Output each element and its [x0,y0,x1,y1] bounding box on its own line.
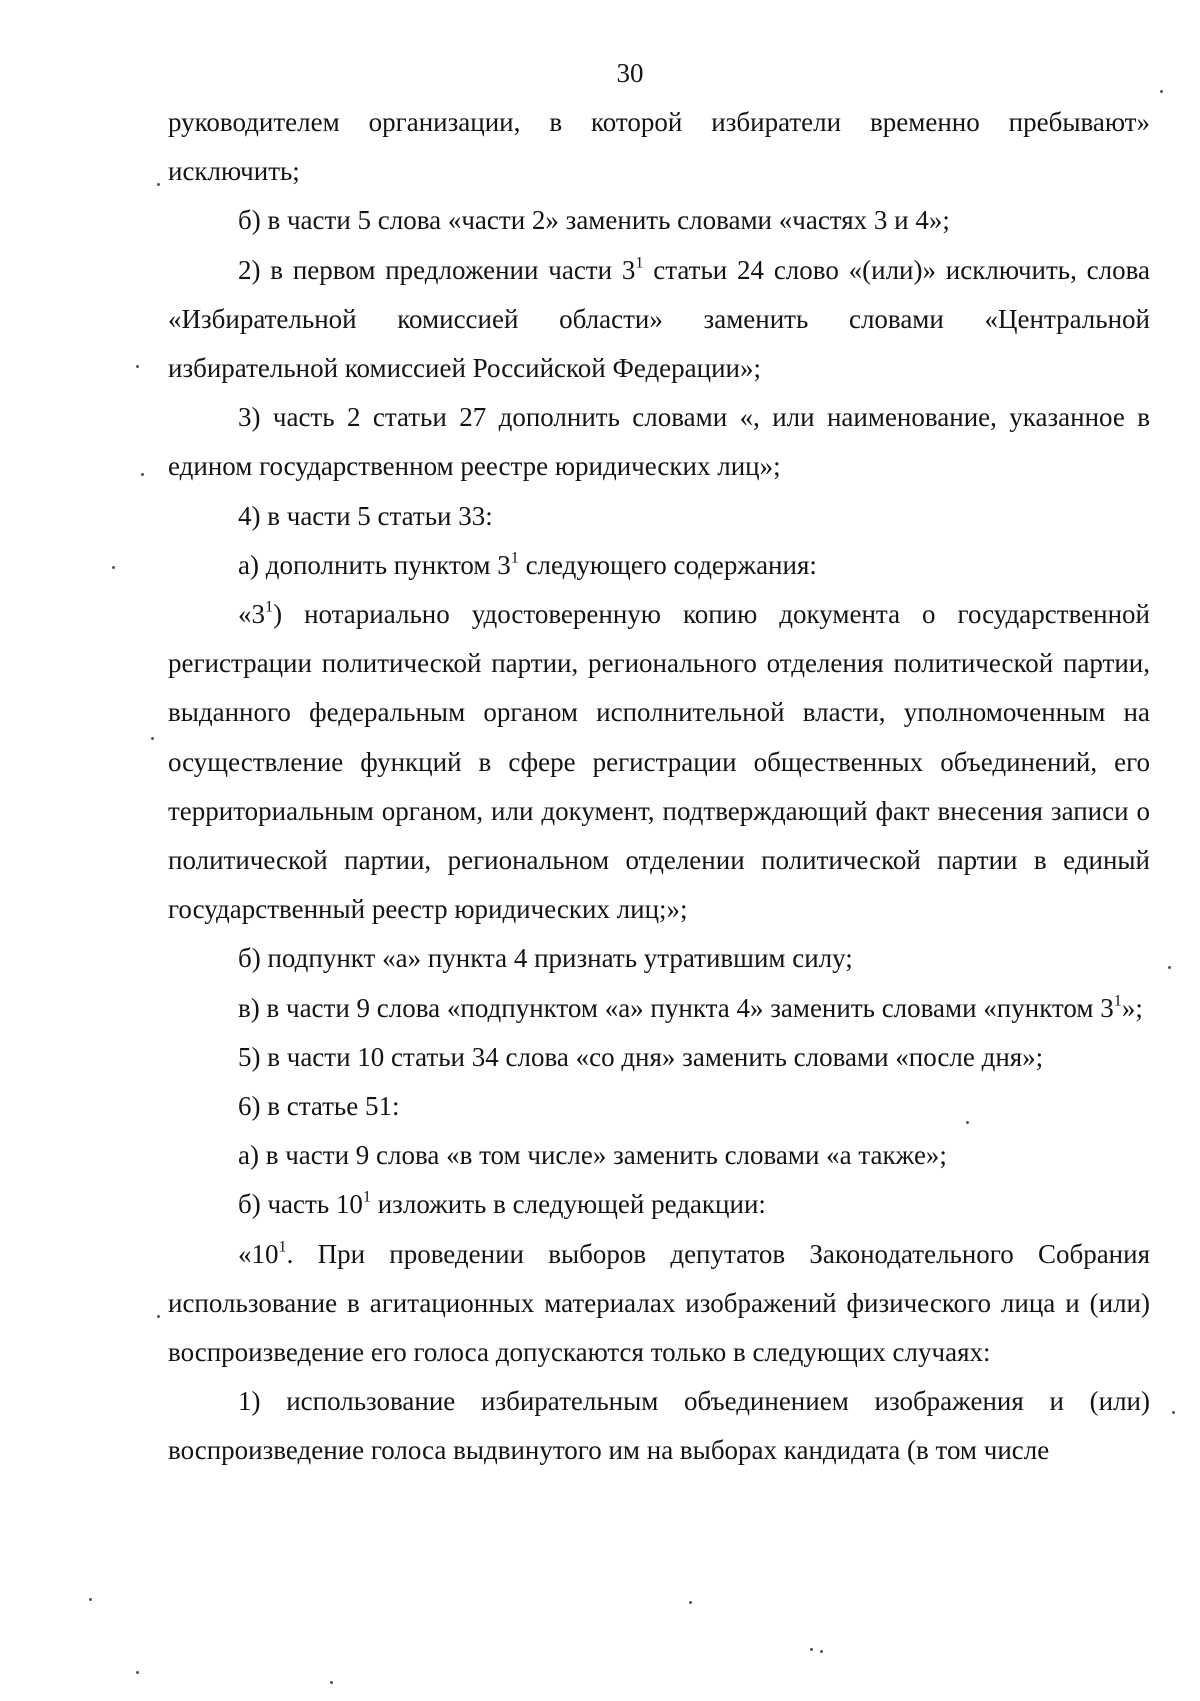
paragraph [168,541,1150,590]
scan-speck [151,737,154,740]
paragraph: 6) в статье 51: [238,1091,400,1122]
scan-speck [810,1648,813,1651]
paragraph-text: статьи 24 слово «(или)» исключить, слова «Избирательной комиссией области» заменить словами «Центральной избирательной комиссией Российской Федерации»; [168,254,1150,384]
scan-speck [89,1598,92,1601]
scan-speck [136,1671,139,1674]
paragraph-text: 2) в первом предложении части 3 [238,254,636,285]
paragraph-text: ) нотариально удостоверенную копию документа о государственной регистрации политической партии, регионального отделения политической партии, выданного федеральным органом исполнительной власти, уполномоченным на осуществление функций в сфере регистрации общественных объединений, его территориальным органом, или документ, подтверждающий факт внесения записи о политической партии, региональном отделении политической партии в единый государственный реестр юридических лиц;»; [168,599,1150,925]
paragraph: 1) использование избирательным объединением изображения и (или) воспроизведение голоса выдвинутого им на выборах кандидата (в том числе [168,1386,1150,1466]
scan-speck [820,1650,823,1653]
paragraph-text: б) часть 10 [238,1189,363,1220]
scan-speck [141,473,144,476]
paragraph: 4) в части 5 статьи 33: [238,500,493,531]
paragraph: а) в части 9 слова «в том числе» заменить словами «а также»; [238,1140,947,1171]
paragraph [168,984,1150,1033]
paragraph: руководителем организации, в которой избиратели временно пребывают» исключить; [168,107,1150,187]
scan-speck [330,1681,333,1684]
paragraph: 5) в части 10 статьи 34 слова «со дня» заменить словами «после дня»; [238,1041,1044,1072]
paragraph-text: а) дополнить пунктом 3 [238,549,511,580]
superscript: 1 [265,597,274,616]
paragraph: б) в части 5 слова «части 2» заменить словами «частях 3 и 4»; [238,205,950,236]
superscript: 1 [278,1237,287,1256]
scan-speck [689,1601,692,1604]
paragraph-text: изложить в следующей редакции: [370,1189,766,1220]
paragraph-text: «10 [238,1238,279,1269]
superscript: 1 [635,253,644,272]
superscript: 1 [510,548,519,567]
document-body [168,98,1150,1476]
paragraph [168,1180,1150,1229]
scan-speck [1160,90,1163,93]
superscript: 1 [1113,991,1122,1010]
paragraph: 3) часть 2 статьи 27 дополнить словами «, или наименование, указанное в едином государственном реестре юридических лиц»; [168,402,1150,482]
paragraph: б) подпункт «а» пункта 4 признать утратившим силу; [238,943,853,974]
scan-speck [1172,1411,1175,1414]
scan-speck [157,183,160,186]
paragraph-text: «3 [238,599,265,630]
superscript: 1 [362,1188,371,1207]
paragraph-text: следующего содержания: [518,549,817,580]
paragraph [168,246,1150,394]
scan-speck [1168,966,1171,969]
page-number: 30 [616,58,644,88]
paragraph-text: . При проведении выборов депутатов Законодательного Собрания использование в агитационных материалах изображений физического лица и (или) воспроизведение его голоса допускаются только в следующих случаях: [168,1238,1150,1368]
paragraph-text: в) в части 9 слова «подпунктом «а» пункта 4» заменить словами «пунктом 3 [238,992,1114,1023]
scan-speck [112,566,115,569]
scan-speck [136,365,139,368]
paragraph [168,590,1150,934]
paragraph-text: »; [1121,992,1143,1023]
scan-speck [157,1315,160,1318]
scan-speck [966,1121,969,1124]
paragraph [168,1230,1150,1378]
